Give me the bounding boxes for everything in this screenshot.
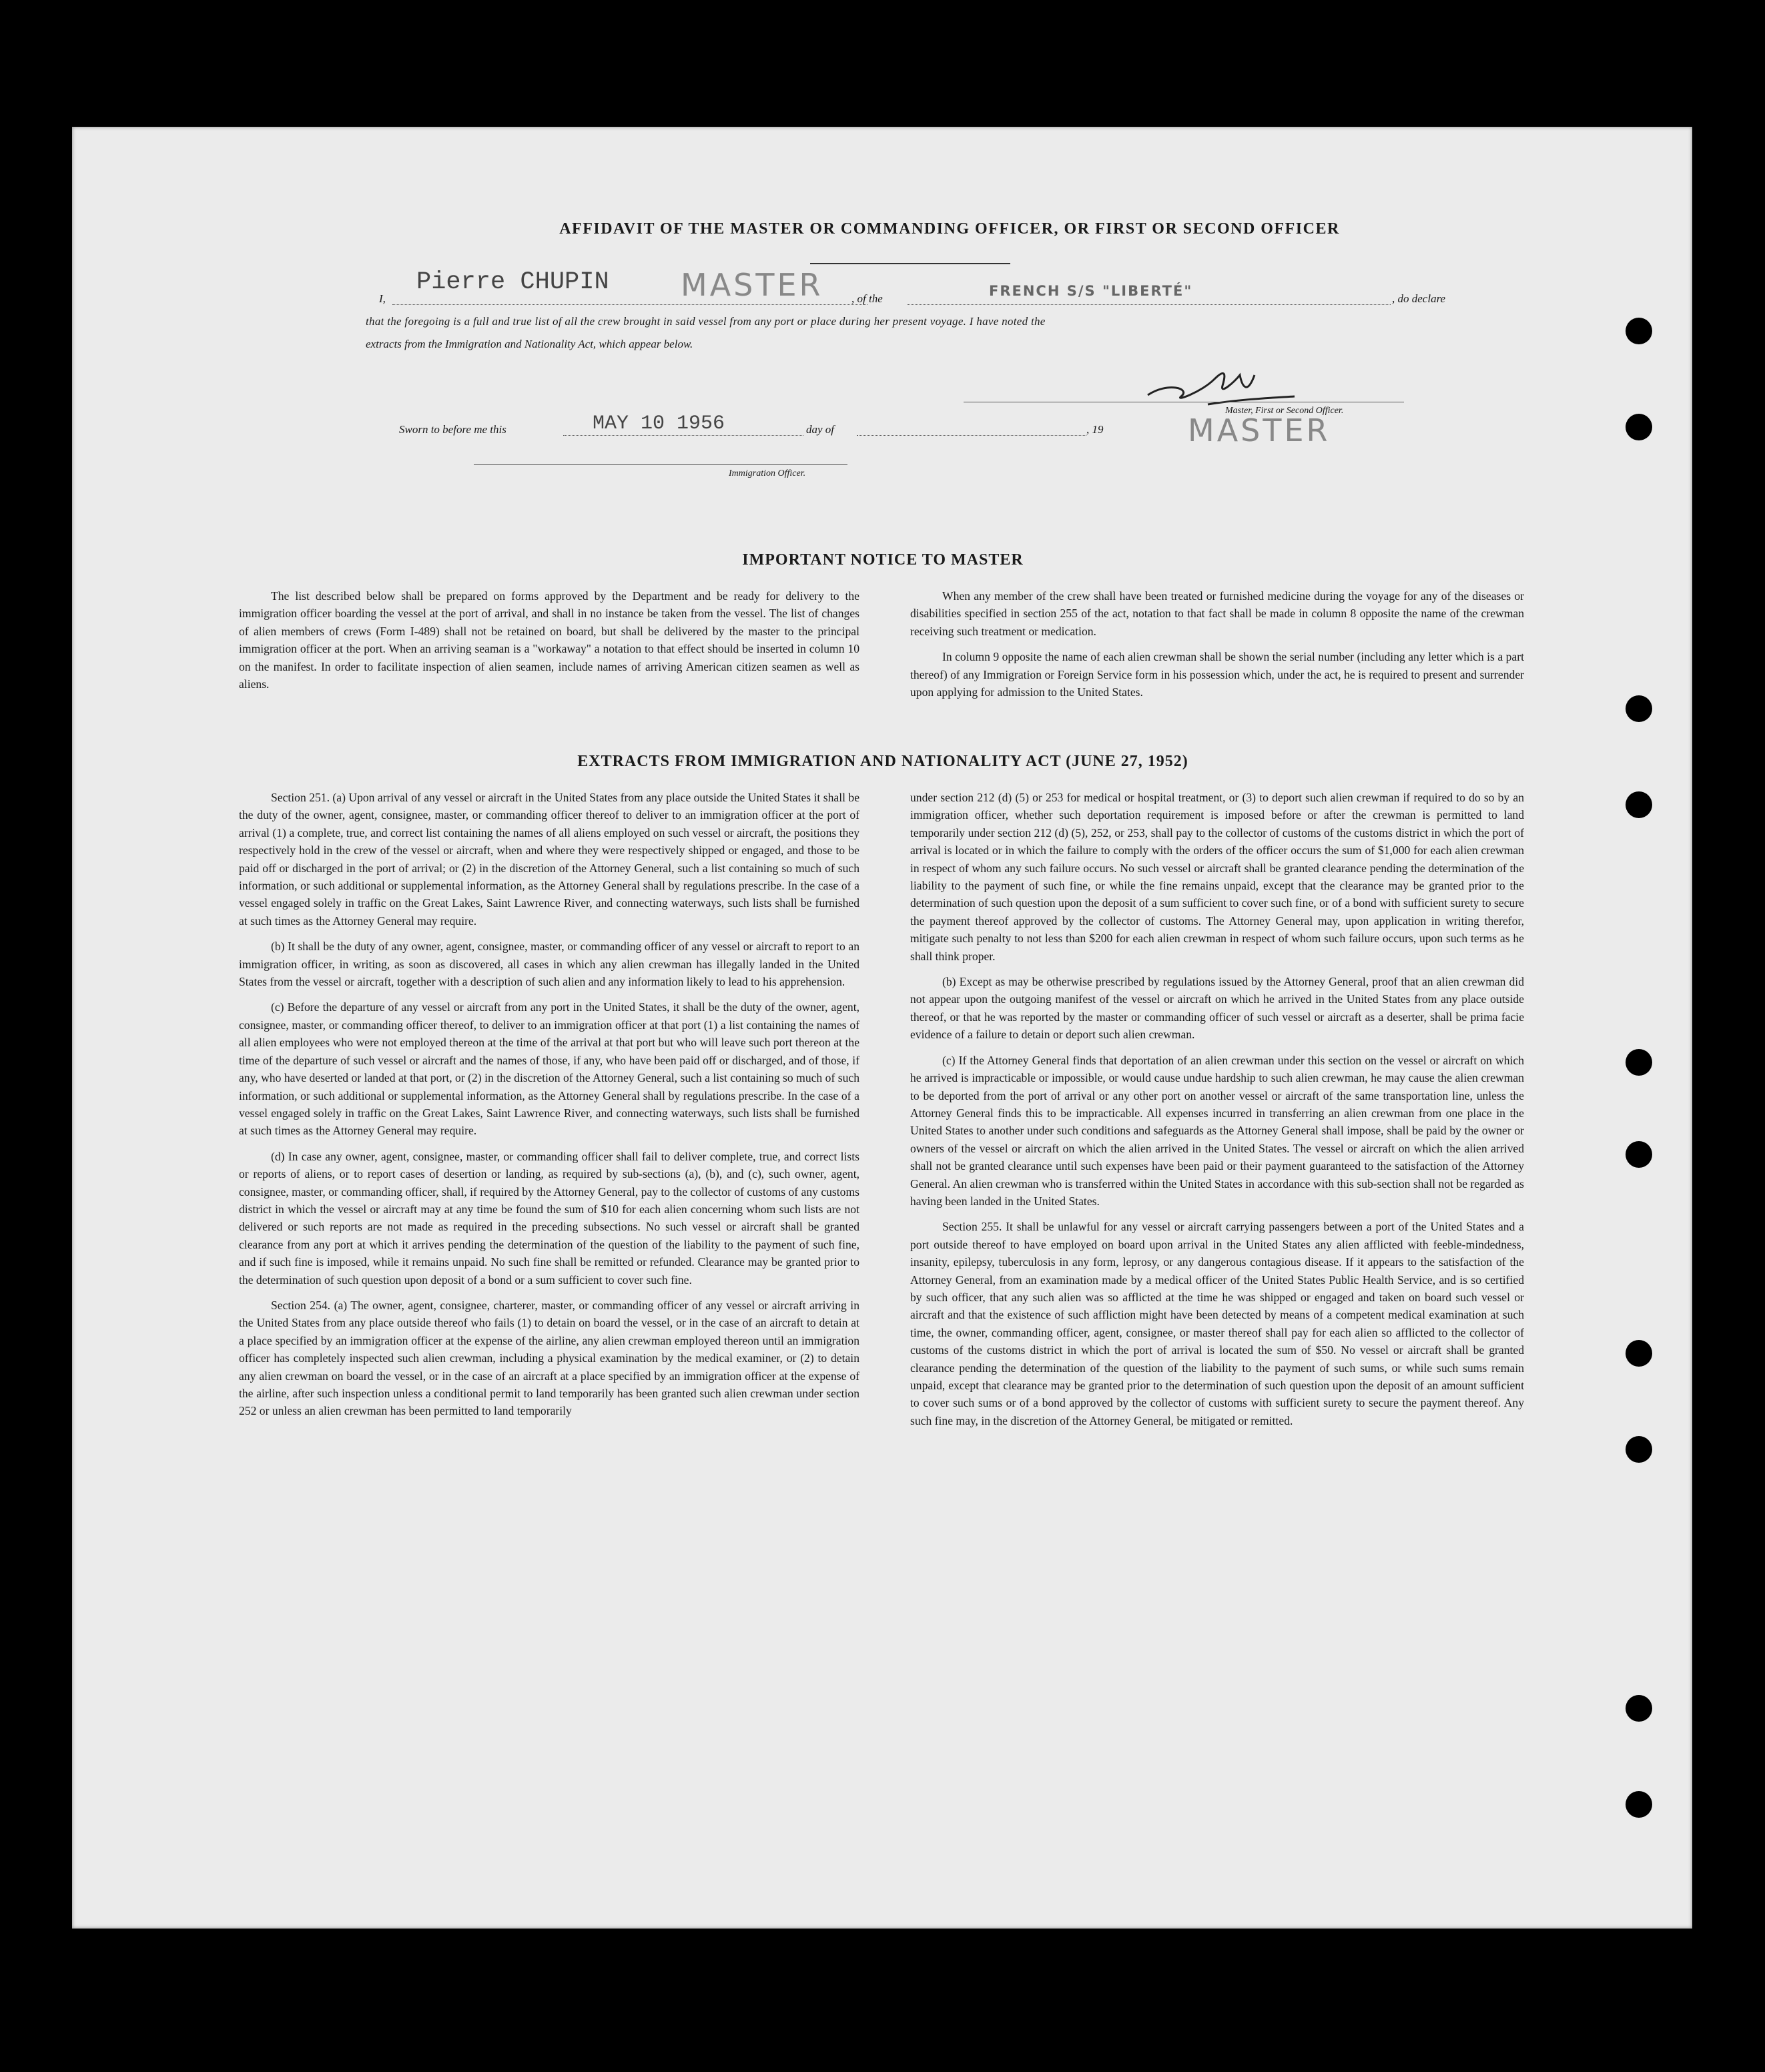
extract-paragraph: Section 254. (a) The owner, agent, consignee, charterer, master, or commanding officer of any vessel or aircraft arriving in the United States from any place outside thereof who fails (1) to detain on board the vessel, or in the case of an aircraft to detain at a place specified by an immigration officer at the expense of the airline, any alien crewman employed thereon until an immigration officer has completely inspected such alien crewman, including a physical examination by the medical examiner, or (2) to detain any alien crewman on board the vessel, or in the case of an aircraft at a place specified by an immigration officer at the expense of the airline, after such inspection unless a conditional permit to land temporarily has been granted such alien crewman under section 252 or unless an alien crewman has been permitted to land temporarily	[239, 1298, 859, 1418]
extract-paragraph: (b) Except as may be otherwise prescribed by regulations issued by the Attorney General, proof that an alien crewman did not appear upon the outgoing manifest of the vessel or aircraft on which he arrived in the United States from any place outside thereof, or that he was reported by the master or commanding officer of such vessel or aircraft as a deserter, shall be prima facie evidence of a failure to detain or deport such alien crewman.	[910, 975, 1524, 1042]
of-the-label: , of the	[851, 292, 883, 305]
extract-paragraph: Section 255. It shall be unlawful for any vessel or aircraft carrying passengers between a port of the United States and a port outside thereof to have employed on board upon arrival in the United States any alien afflicted with feeble-mindedness, insanity, epilepsy, tuberculosis in any form, leprosy, or any dangerous contagious disease. If it appears to the satisfaction of the Attorney General, from an examination made by a medical officer of the United States Public Health Service, and is so certified by such officer, that any such alien was so afflicted at the time he was shipped or engaged and taken on board such vessel or aircraft and that the existence of such affliction might have been detected by means of a competent medical examination at such time, the owner, commanding officer, agent, consignee, or master thereof shall pay for each alien so afflicted to the collector of customs of the customs district in which the port of arrival is located the sum of $50. No vessel or aircraft shall be granted clearance pending the determination of the question of the liability to the payment of such sums, or while such sums remain unpaid, except that clearance may be granted prior to the determination of such question upon the deposit of an amount sufficient to cover such sums or of a bond approved by the collector of customs with sufficient surety to secure the payment thereof. Any such fine may, in the discretion of the Attorney General, be mitigated or remitted.	[910, 1220, 1524, 1427]
sworn-date-line	[563, 435, 803, 436]
title-underline	[810, 263, 1010, 264]
name-line	[392, 304, 867, 305]
binder-hole	[1626, 1049, 1652, 1076]
binder-hole	[1626, 1436, 1652, 1463]
declaration-line-1: that the foregoing is a full and true list of all the crew brought in said vessel from any port or place during her present voyage. I have noted the	[366, 315, 1046, 328]
name-typed: Pierre CHUPIN	[416, 268, 609, 296]
notice-right-paragraph-1: When any member of the crew shall have been treated or furnished medicine during the voyage for any of the diseases or disabilities specified in section 255 of the act, notation to that fact shall be made in column 8 opposite the name of the crewman receiving such treatment or medication.	[910, 589, 1524, 638]
binder-hole	[1626, 1791, 1652, 1818]
notice-left-column	[239, 587, 859, 701]
extract-paragraph: (c) Before the departure of any vessel or aircraft from any port in the United States, it shall be the duty of the owner, agent, consignee, master, or commanding officer thereof, to deliver to an immigration officer at that port (1) a list containing the names of all alien employees who were not employed thereon at the time of the arrival at that port but who will leave such port thereon at the time of the departure of such vessel or aircraft and the names of those, if any, who have been paid off or discharged, and of those, if any, who have deserted or landed at that port, or (2) in the discretion of the Attorney General, such a list containing so much of such information, or such additional or supplemental information, as the Attorney General shall by regulations prescribe. In the case of a vessel engaged solely in traffic on the Great Lakes, Saint Lawrence River, and connecting waterways, such lists shall be furnished at such times as the Attorney General may require.	[239, 1000, 859, 1138]
year-prefix: , 19	[1086, 423, 1104, 436]
notice-title: IMPORTANT NOTICE TO MASTER	[742, 551, 1024, 569]
extract-paragraph: (c) If the Attorney General finds that deportation of an alien crewman under this section on the vessel or aircraft on which he arrived is impracticable or impossible, or would cause undue hardship to such alien crewman, he may cause the alien crewman to be deported from the port of arrival or any other port on another vessel or aircraft of the same transportation line, unless the Attorney General finds this to be impracticable. All expenses incurred in transferring an alien crewman from one place in the United States to another under such conditions and safeguards as the Attorney General shall impose, shall be paid by the owner or owners of the vessel or aircraft on which the alien arrived in the United States. The vessel or aircraft on which the alien arrived shall not be granted clearance until such expenses have been paid or their payment guaranteed to the satisfaction of the Attorney General. An alien crewman who is transferred within the United States in accordance with this sub-section shall not be regarded as having been landed in the United States.	[910, 1053, 1524, 1208]
binder-hole	[1626, 1340, 1652, 1367]
extract-paragraph: (d) In case any owner, agent, consignee, master, or commanding officer shall fail to deliver complete, true, and correct lists or reports of aliens, or to report cases of desertion or landing, as required by sub-sections (a), (b), and (c), such owner, agent, consignee, master, or commanding officer, shall, if required by the Attorney General, pay to the collector of customs of any customs district in which the vessel or aircraft may at any time be found the sum of $10 for each alien concerning whom such lists are not delivered or such reports are not made as required in the preceding subsections. No such vessel or aircraft shall be granted clearance from any port at which it arrives pending the determination of the question of the liability to the payment of such fine, and if such fine is imposed, while it remains unpaid. No such fine shall be remitted or refunded. Clearance may be granted prior to the determination of such question upon deposit of a bond or a sum sufficient to cover such fine.	[239, 1149, 859, 1287]
notice-right-paragraph-2: In column 9 opposite the name of each alien crewman shall be shown the serial number (including any letter which is a part thereof) of any Immigration or Foreign Service form in his possession which, under the act, he is required to present and surrender upon applying for admission to the United States.	[910, 650, 1524, 699]
extract-paragraph: under section 212 (d) (5) or 253 for medical or hospital treatment, or (3) to deport such alien crewman if required to do so by an immigration officer, whether such deportation requirement is imposed before or after the crewman is permitted to land temporarily under section 212 (d) (5), 252, or 253, shall pay to the collector of customs of the customs district in which the port of arrival is located or in which the failure to comply with the orders of the officer occurs the sum of $1,000 for each alien crewman in respect of whom any such failure occurs. No such vessel or aircraft shall be granted clearance pending the determination of the liability to the payment of such fine, or while the fine remains unpaid, except that the clearance may be granted prior to the determination of such question upon the deposit of a sum sufficient to cover such fine, or of a bond with sufficient surety to secure the payment thereof approved by the collector of customs. The Attorney General may, upon application in writing therefor, mitigate such penalty to not less than $200 for each alien crewman in respect of whom such failure occurs, upon such terms as he shall think proper.	[910, 791, 1524, 963]
do-declare-label: , do declare	[1392, 292, 1446, 305]
affidavit-title: AFFIDAVIT OF THE MASTER OR COMMANDING OFFICER, OR FIRST OR SECOND OFFICER	[559, 220, 1340, 238]
month-line	[857, 435, 1086, 436]
officer-caption: Master, First or Second Officer.	[1225, 406, 1344, 416]
declaration-line-2: extracts from the Immigration and Nationality Act, which appear below.	[366, 338, 693, 350]
day-of-label: day of	[806, 423, 835, 436]
binder-hole	[1626, 791, 1652, 818]
extracts-left-column	[239, 789, 859, 1428]
binder-hole	[1626, 695, 1652, 722]
binder-hole	[1626, 318, 1652, 344]
i-label: I,	[379, 292, 386, 305]
binder-hole	[1626, 1695, 1652, 1722]
extract-paragraph: Section 251. (a) Upon arrival of any vessel or aircraft in the United States from any place outside the United States it shall be the duty of the owner, agent, consignee, master, or commanding officer thereof to deliver to an immigration officer at the port of arrival (1) a complete, true, and correct list containing the names of all aliens employed on such vessel or aircraft, the positions they respectively hold in the crew of the vessel or aircraft, when and where they were respectively shipped or engaged, and those to be paid off or discharged in the port of arrival; or (2) in the discretion of the Attorney General, such a list containing so much of such information, or such additional or supplemental information, as the Attorney General shall by regulations prescribe. In the case of a vessel engaged solely in traffic on the Great Lakes, Saint Lawrence River, and connecting waterways, such lists shall be furnished at such times as the Attorney General may require.	[239, 791, 859, 928]
binder-hole	[1626, 1141, 1652, 1168]
name-stamp: MASTER	[681, 267, 823, 303]
extracts-right-column	[910, 789, 1524, 1437]
vessel-line	[908, 304, 1391, 305]
sworn-date: MAY 10 1956	[593, 412, 725, 435]
notice-left-paragraph: The list described below shall be prepared on forms approved by the Department and be ready for delivery to the immigration officer boarding the vessel at the port of arrival, and shall in no instance be taken from the vessel. The list of changes of alien members of crews (Form I-489) shall not be retained on board, but shall be delivered by the master to the principal immigration officer at the port. When an arriving seaman is a "workaway" a notation to that effect should be inserted in column 10 on the manifest. In order to facilitate inspection of alien seamen, include names of arriving American citizen seamen as well as aliens.	[239, 589, 859, 691]
binder-hole	[1626, 414, 1652, 440]
master-stamp: MASTER	[1188, 412, 1331, 448]
notice-right-column	[910, 587, 1524, 709]
extract-paragraph: (b) It shall be the duty of any owner, agent, consignee, master, or commanding officer of any vessel or aircraft to report to an immigration officer, in writing, as soon as discovered, all cases in which any alien crewman has illegally landed in the United States from the vessel or aircraft, together with a description of such alien and any information likely to lead to his apprehension.	[239, 940, 859, 989]
immigration-officer-caption: Immigration Officer.	[729, 468, 806, 478]
extracts-title: EXTRACTS FROM IMMIGRATION AND NATIONALITY ACT (JUNE 27, 1952)	[577, 753, 1188, 770]
sworn-label: Sworn to before me this	[399, 423, 506, 436]
document-page	[72, 127, 1692, 1929]
immigration-officer-line	[474, 464, 847, 465]
vessel-name: FRENCH S/S "LIBERTÉ"	[989, 283, 1193, 299]
